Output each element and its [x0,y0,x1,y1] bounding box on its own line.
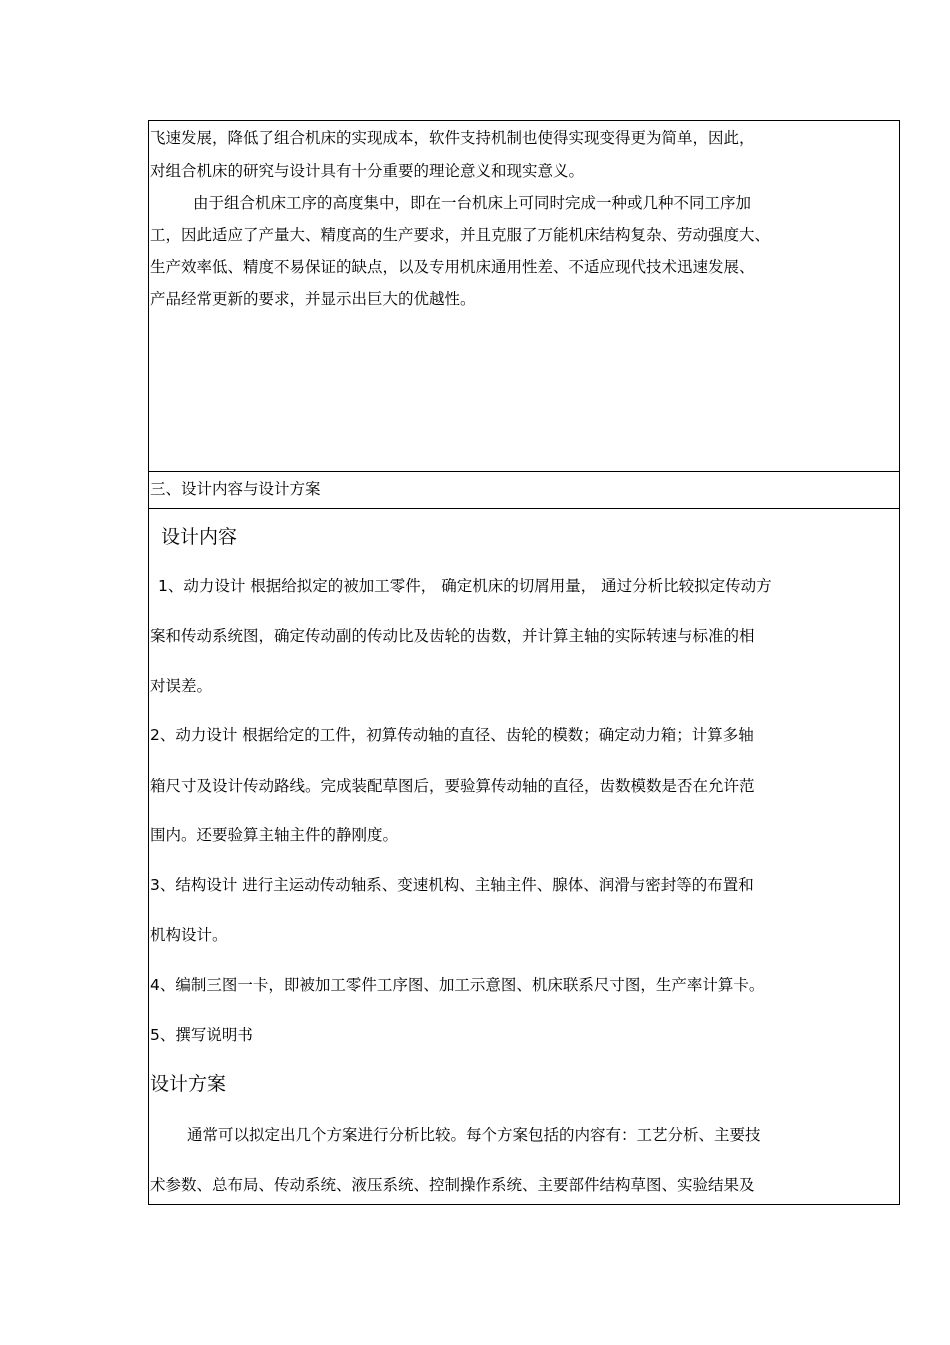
intro-line: 产品经常更新的要求，并显示出巨大的优越性。 [150,290,476,308]
intro-line: 对组合机床的研究与设计具有十分重要的理论意义和现实意义。 [150,162,585,180]
content-line: 机构设计。 [150,926,228,944]
content-line: 对误差。 [150,677,213,695]
form-table [148,120,900,1205]
content-line: 2、动力设计 根据给定的工件，初算传动轴的直径、齿轮的模数；确定动力箱；计算多轴 [150,726,754,744]
content-heading: 设计内容 [161,526,238,548]
content-line: 5、撰写说明书 [150,1026,253,1044]
intro-line: 工，因此适应了产量大、精度高的生产要求，并且克服了万能机床结构复杂、劳动强度大、 [150,226,771,244]
content-line: 箱尺寸及设计传动路线。完成装配草图后，要验算传动轴的直径，齿数模数是否在允许范 [150,777,755,795]
content-line: 3、结构设计 进行主运动传动轴系、变速机构、主轴主件、腺体、润滑与密封等的布置和 [150,876,754,894]
intro-line: 由于组合机床工序的高度集中，即在一台机床上可同时完成一种或几种不同工序加 [193,194,752,212]
scheme-heading: 设计方案 [150,1073,227,1095]
scheme-line: 通常可以拟定出几个方案进行分析比较。每个方案包括的内容有：工艺分析、主要技 [187,1126,761,1144]
content-line: 案和传动系统图，确定传动副的传动比及齿轮的齿数，并计算主轴的实际转速与标准的相 [150,627,755,645]
content-line: 4、编制三图一卡，即被加工零件工序图、加工示意图、机床联系尺寸图，生产率计算卡。 [150,976,765,994]
section-title: 三、设计内容与设计方案 [150,480,321,498]
intro-line: 生产效率低、精度不易保证的缺点，以及专用机床通用性差、不适应现代技术迅速发展、 [150,258,755,276]
intro-line: 飞速发展，降低了组合机床的实现成本，软件支持机制也使得实现变得更为简单，因此， [150,129,755,147]
content-line: 围内。还要验算主轴主件的静刚度。 [150,826,399,844]
scheme-line: 术参数、总布局、传动系统、液压系统、控制操作系统、主要部件结构草图、实验结果及 [150,1176,755,1194]
row-divider [149,508,899,509]
content-line: 1、动力设计 根据给拟定的被加工零件， 确定机床的切屑用量， 通过分析比较拟定传动方 [158,577,772,595]
row-divider [149,471,899,472]
